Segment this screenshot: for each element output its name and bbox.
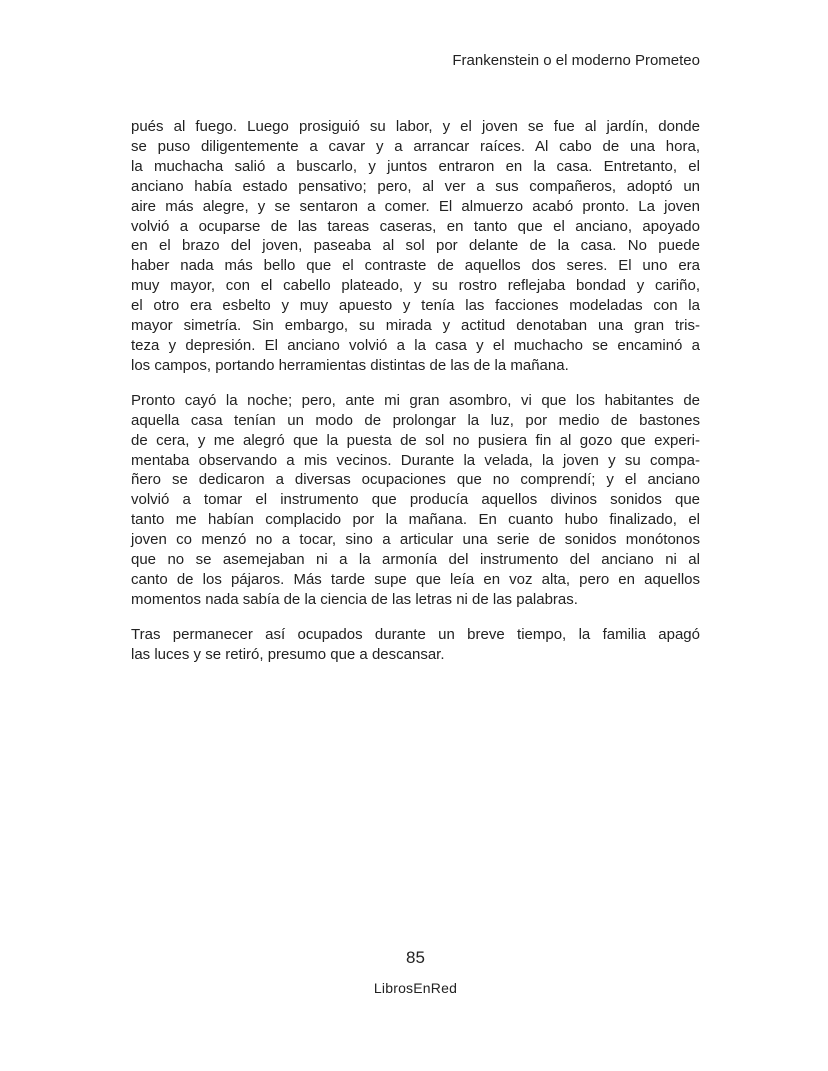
text-line: los campos, portando herramientas distintas de las de la mañana. [131, 356, 569, 374]
text-line: tanto me habían complacido por la mañana. En cuanto hubo finalizado, el [131, 511, 700, 529]
text-line: mentaba observando a mis vecinos. Durante la velada, la joven y su compa- [131, 451, 700, 469]
book-title: Frankenstein o el moderno Prometeo [452, 52, 700, 69]
page-number: 85 [406, 948, 425, 967]
text-line: volvió a ocuparse de las tareas caseras, en tanto que el anciano, apoyado [131, 217, 700, 235]
text-line: aire más alegre, y se sentaron a comer. El almuerzo acabó pronto. La joven [131, 197, 700, 215]
body-text [131, 110, 700, 680]
text-line: pués al fuego. Luego prosiguió su labor, y el joven se fue al jardín, donde [131, 118, 700, 135]
text-line: la muchacha salió a buscarlo, y juntos entraron en la casa. Entretanto, el [131, 157, 700, 175]
text-line: canto de los pájaros. Más tarde supe que leía en voz alta, pero en aquellos [131, 570, 700, 588]
text-line: se puso diligentemente a cavar y a arrancar raíces. Al cabo de una hora, [131, 137, 700, 155]
text-line: teza y depresión. El anciano volvió a la casa y el muchacho se encaminó a [131, 336, 700, 354]
text-line: muy mayor, con el cabello plateado, y su rostro reflejaba bondad y cariño, [131, 277, 700, 295]
text-line: en el brazo del joven, paseaba al sol por delante de la casa. No puede [131, 237, 700, 255]
text-line: aquella casa tenían un modo de prolongar la luz, por medio de bastones [131, 411, 700, 429]
text-line: mayor simetría. Sin embargo, su mirada y actitud denotaban una gran tris- [131, 317, 700, 335]
text-line: Pronto cayó la noche; pero, ante mi gran asombro, vi que los habitantes de [131, 391, 700, 409]
text-line: que no se asemejaban ni a la armonía del instrumento del anciano ni al [131, 551, 700, 569]
text-line: Tras permanecer así ocupados durante un breve tiempo, la familia apagó [131, 625, 700, 643]
running-header [131, 52, 700, 70]
text-line: volvió a tomar el instrumento que producía aquellos divinos sonidos que [131, 491, 700, 509]
text-line: el otro era esbelto y muy apuesto y tenía las facciones modeladas con la [131, 297, 700, 315]
text-line: las luces y se retiró, presumo que a descansar. [131, 645, 445, 663]
text-line: momentos nada sabía de la ciencia de las letras ni de las palabras. [131, 590, 578, 608]
text-line: joven co menzó no a tocar, sino a articular una serie de sonidos monótonos [131, 531, 700, 549]
text-line: anciano había estado pensativo; pero, al ver a sus compañeros, adoptó un [131, 177, 700, 195]
text-line: de cera, y me alegró que la puesta de sol no pusiera fin al gozo que experi- [131, 431, 700, 449]
text-line: haber nada más bello que el contraste de aquellos dos seres. El uno era [131, 257, 700, 275]
publisher-name: LibrosEnRed [373, 980, 458, 996]
text-line: ñero se dedicaron a diversas ocupaciones que no comprendí; y el anciano [131, 471, 700, 489]
